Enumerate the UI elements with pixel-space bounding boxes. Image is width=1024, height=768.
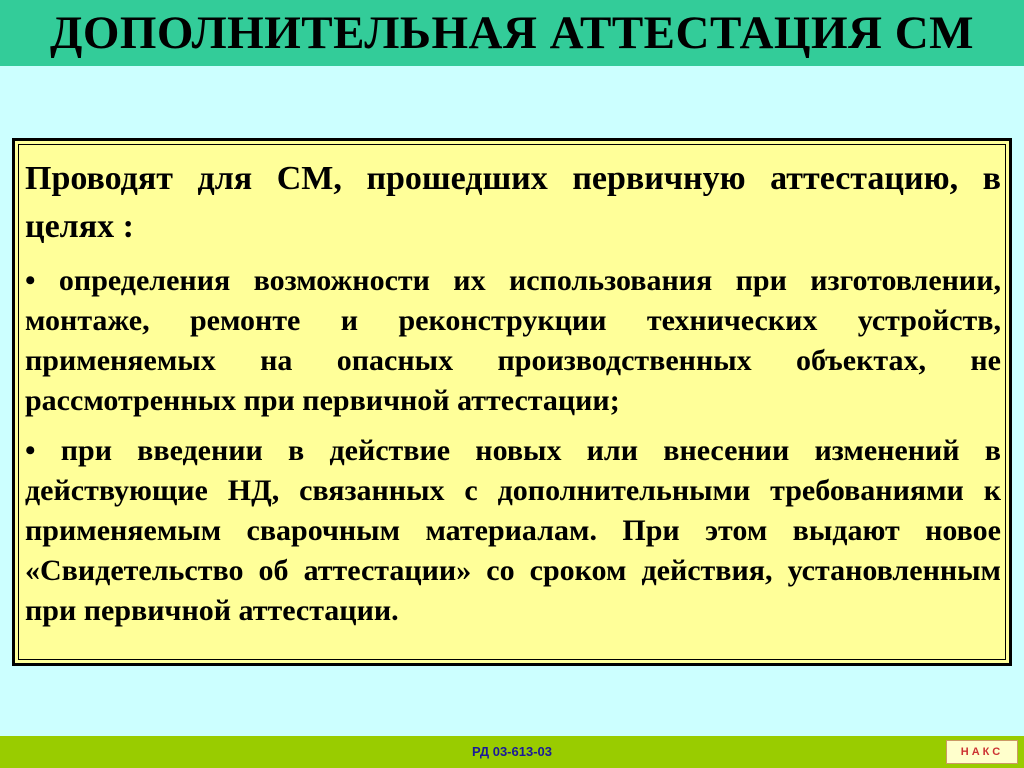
bullet-text-2: при введении в действие новых или внесении изменений в действующие НД, связанных с дополнительными требованиями к применяемым сварочным материалам. При этом выдают новое «Свидетельство об аттестации» со сроком действия, установленным при первичной аттестации. (25, 434, 1001, 627)
naks-logo (946, 740, 1018, 764)
slide-title: ДОПОЛНИТЕЛЬНАЯ АТТЕСТАЦИЯ СМ (49, 7, 975, 59)
bullet-mark: • (25, 264, 36, 297)
content-inner-frame (18, 144, 1006, 660)
bullet-mark: • (25, 434, 36, 467)
logo-text: НАКС (960, 746, 1004, 758)
intro-paragraph: Проводят для СМ, прошедших первичную аттестацию, в целях : (25, 160, 1001, 245)
content-box (12, 138, 1012, 666)
title-bar (0, 0, 1024, 66)
document-code: РД 03-613-03 (472, 744, 552, 759)
bullet-item-2 (25, 431, 1001, 631)
footer-bar (0, 736, 1024, 768)
bullet-text-1: определения возможности их использования при изготовлении, монтаже, ремонте и реконструкции технических устройств, применяемых на опасных производственных объектах, не рассмотренных при первичной аттестации; (25, 264, 1001, 417)
bullet-item-1 (25, 261, 1001, 421)
